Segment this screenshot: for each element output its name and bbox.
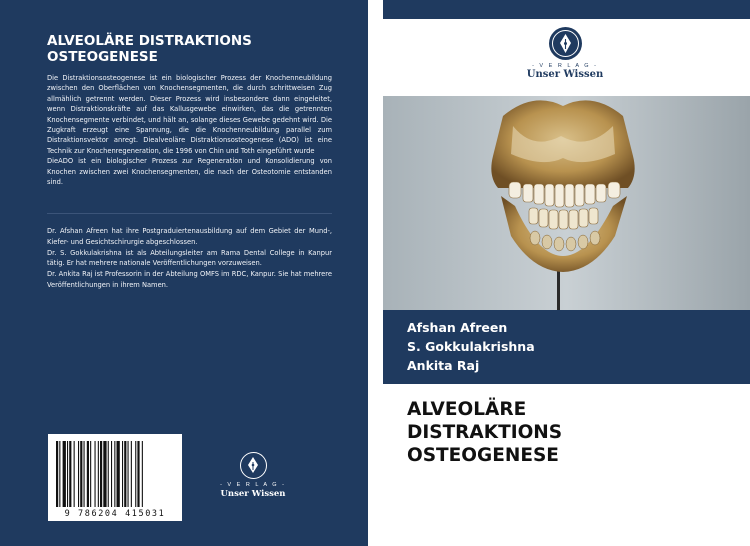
blurb-paragraph: Die Distraktionsosteogenese ist ein biologischer Prozess der Knochenneubildung zwischen den Oberflächen von Knochensegmenten, die durch schrittweisen Zug allmählich getrennt werden. Dieser Prozess wird insbesondere dann eingeleitet, wenn Distraktionskräfte auf das Kallusgewebe einwirken, das die getrennten Knochensegmente verbindet, und hält an, solange dieses Gewebe gedehnt wird. Die Zugkraft erzeugt eine Spannung, die die Knochenneubildung parallel zum Distraktionsvektor anregt. Diealveoläre Distraktionsosteogenese (ADO) ist eine Technik zur Knochenregeneration, die 1996 von Chin und Toth eingeführt wurde [47,74,332,155]
front-cover [383,0,750,546]
author-name: Afshan Afreen [407,320,508,335]
isbn-number: 9 786204 415031 [64,509,166,519]
publisher-logo-icon [240,452,267,479]
author-bio: Dr. S. Gokkulakrishna ist als Abteilungsleiter am Rama Dental College in Kanpur tätig. Er hat mehrere nationale Veröffentlichungen vorzuweisen. [47,248,332,268]
publisher-verlag-label: - V E R L A G - [532,63,598,69]
fountain-pen-nib-icon [549,27,582,60]
publisher-logo-front [515,27,615,80]
divider [47,213,332,214]
isbn-barcode [48,434,182,521]
authors-band [383,310,750,380]
front-cover-title [407,398,727,467]
author-name: S. Gokkulakrishna [407,339,535,354]
blurb-paragraph: DieADO ist ein biologischer Prozess zur Regeneration und Konsolidierung von Knochen zwischen zwei Knochensegmenten, die nach der Osteotomie entstanden sind. [47,157,332,187]
back-title-line-1: ALVEOLÄRE DISTRAKTIONS [47,33,252,49]
front-title-line-2: DISTRAKTIONS [407,422,563,443]
barcode-icon [56,441,174,507]
publisher-name: Unser Wissen [526,69,604,80]
author-bio: Dr. Ankita Raj ist Professorin in der Abteilung OMFS im RDC, Kanpur. Sie hat mehrere Veröffentlichungen in ihrem Namen. [47,270,332,289]
publisher-verlag-label: - V E R L A G - [220,482,286,488]
publisher-logo-back [213,452,293,499]
book-blurb [47,73,332,187]
publisher-logo-icon [549,27,582,60]
top-band [383,0,750,19]
back-title-line-2: OSTEOGENESE [47,49,158,65]
publisher-name: Unser Wissen [220,489,286,499]
skull-jaw-image [383,96,750,310]
author-name: Ankita Raj [407,358,480,373]
fountain-pen-nib-icon [241,453,265,477]
back-cover-title [47,33,347,65]
author-bio: Dr. Afshan Afreen hat ihre Postgraduiertenausbildung auf dem Gebiet der Mund-, Kiefer- und Gesichtschirurgie abgeschlossen. [47,227,332,246]
front-title-line-1: ALVEOLÄRE [407,399,527,420]
back-cover [0,0,368,546]
author-bios [47,226,332,291]
cover-photo-skull [383,96,750,310]
spine [368,0,383,546]
front-title-line-3: OSTEOGENESE [407,445,559,466]
divider [383,380,750,384]
